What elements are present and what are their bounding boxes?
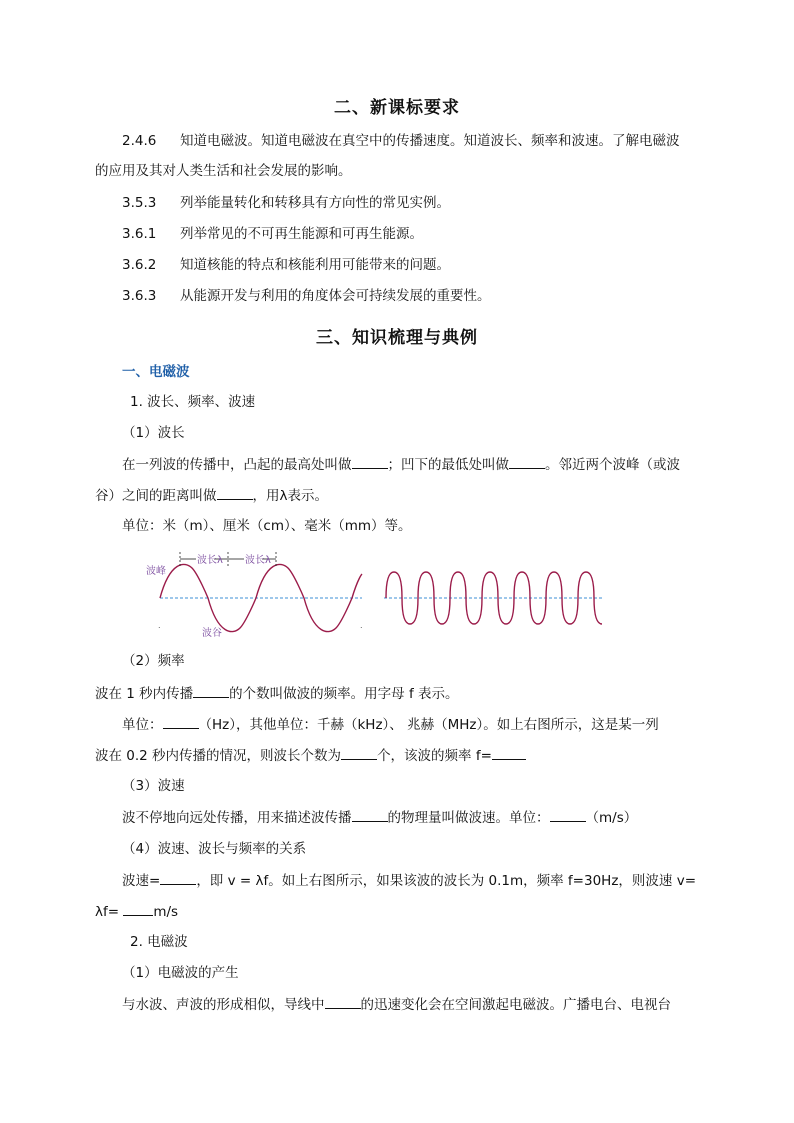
labeled-wave-diagram: [146, 552, 363, 639]
text-segment: 单位：: [122, 717, 163, 733]
fill-blank[interactable]: [193, 683, 229, 698]
standard-text: 列举常见的不可再生能源和可再生能源。: [180, 226, 423, 242]
paragraph-line: [95, 745, 705, 766]
standard-code: 2.4.6: [122, 133, 157, 149]
text-segment: 波不停地向远处传播，用来描述波传播: [122, 810, 352, 826]
axis-dot: .: [158, 621, 161, 630]
text-segment: 波在 1 秒内传播: [95, 686, 194, 702]
fill-blank[interactable]: [160, 870, 196, 885]
standard-code: 3.5.3: [122, 195, 157, 211]
text-segment: 波在 0.2 秒内传播的情况，则波长个数为: [95, 748, 342, 764]
section-title-knowledge: 三、知识梳理与典例: [316, 328, 478, 348]
text-segment: 在一列波的传播中，凸起的最高处叫做: [122, 457, 352, 473]
standard-text: 知道电磁波。知道电磁波在真空中的传播速度。知道波长、频率和波速。了解电磁波: [180, 133, 680, 149]
frequency-wave-diagram: [384, 571, 604, 626]
topic-title: 1. 波长、频率、波速: [130, 394, 256, 410]
text-segment: 谷）之间的距离叫做: [95, 488, 217, 504]
standard-text: 列举能量转化和转移具有方向性的常见实例。: [180, 195, 450, 211]
paragraph-line: 单位：米（m）、厘米（cm）、毫米（mm）等。: [122, 518, 412, 534]
subtopic-title: （1）波长: [122, 425, 185, 441]
paragraph-line: [95, 901, 705, 922]
text-segment: 个，该波的频率 f=: [377, 748, 492, 764]
fill-blank[interactable]: [123, 901, 153, 916]
axis-dot: .: [360, 621, 363, 630]
text-segment: ，用λ表示。: [252, 488, 328, 504]
text-segment: 。邻近两个波峰（或波: [545, 457, 680, 473]
standard-code: 3.6.1: [122, 226, 157, 242]
text-segment: 的个数叫做波的频率。用字母 f 表示。: [229, 686, 459, 702]
fill-blank[interactable]: [550, 807, 586, 822]
text-segment: （Hz），其他单位：千赫（kHz）、 兆赫（MHz）。如上右图所示，这是某一列: [198, 717, 659, 733]
text-segment: ；凹下的最低处叫做: [387, 457, 509, 473]
standard-item: [122, 286, 732, 306]
wave-figure: [140, 546, 620, 642]
fill-blank[interactable]: [352, 807, 388, 822]
standard-code: 3.6.3: [122, 288, 157, 304]
fill-blank[interactable]: [217, 485, 253, 500]
trough-label: 波谷: [202, 628, 222, 639]
section-title-standards: 二、新课标要求: [334, 98, 460, 118]
topic-title: 2. 电磁波: [130, 934, 188, 950]
standard-code: 3.6.2: [122, 257, 157, 273]
standard-text: 从能源开发与利用的角度体会可持续发展的重要性。: [180, 288, 491, 304]
text-segment: 的物理量叫做波速。单位：: [387, 810, 550, 826]
paragraph-line: [122, 714, 732, 735]
standard-text: 知道核能的特点和核能利用可能带来的问题。: [180, 257, 450, 273]
text-segment: （m/s）: [585, 810, 638, 826]
paragraph-line: [122, 807, 732, 828]
paragraph-line: [122, 994, 732, 1015]
subtopic-title: （1）电磁波的产生: [122, 965, 239, 981]
text-segment: 与水波、声波的形成相似，导线中: [122, 997, 325, 1013]
standard-item: [122, 255, 732, 275]
standard-item: [122, 193, 732, 213]
subtopic-title: （4）波速、波长与频率的关系: [122, 841, 307, 857]
fill-blank[interactable]: [325, 994, 361, 1009]
subsection-heading: 一、电磁波: [122, 364, 190, 380]
text-segment: 波速=: [122, 873, 161, 889]
paragraph-line: [122, 870, 732, 891]
paragraph-line: [122, 454, 732, 475]
standard-item: [122, 224, 732, 244]
wavelength-label: 波长λ: [197, 555, 223, 566]
standard-item-continuation: 的应用及其对人类生活和社会发展的影响。: [95, 163, 352, 179]
fill-blank[interactable]: [341, 745, 377, 760]
fill-blank[interactable]: [509, 454, 545, 469]
subtopic-title: （3）波速: [122, 778, 185, 794]
wavelength-label: 波长λ: [245, 555, 271, 566]
fill-blank[interactable]: [352, 454, 388, 469]
fill-blank[interactable]: [492, 745, 526, 760]
text-segment: ，即 v = λf。如上右图所示，如果该波的波长为 0.1m，频率 f=30Hz，则波速 v=: [196, 873, 697, 889]
standard-item: [122, 131, 732, 151]
subtopic-title: （2）频率: [122, 653, 185, 669]
crest-label: 波峰: [146, 566, 166, 577]
text-segment: m/s: [153, 904, 179, 920]
text-segment: λf=: [95, 904, 120, 920]
paragraph-line: [95, 485, 705, 506]
paragraph-line: [95, 683, 705, 704]
fill-blank[interactable]: [163, 714, 199, 729]
text-segment: 的迅速变化会在空间激起电磁波。广播电台、电视台: [360, 997, 671, 1013]
